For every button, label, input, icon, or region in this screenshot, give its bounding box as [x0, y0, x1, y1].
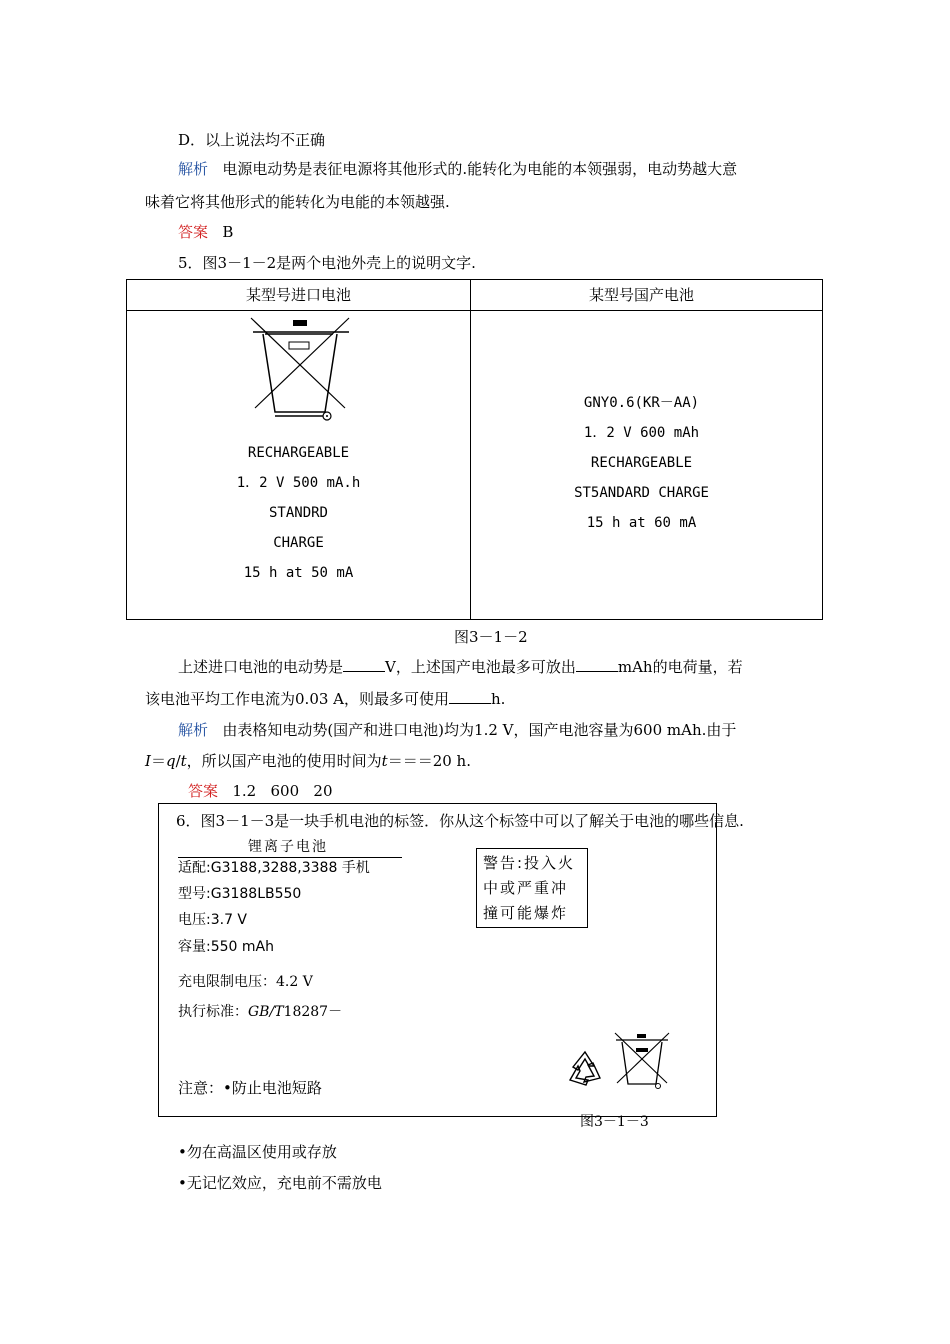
warning-box — [476, 848, 588, 928]
domestic-spec-line: RECHARGEABLE — [590, 455, 693, 471]
label-bullet-memory: •无记忆效应，充电前不需放电 — [178, 1174, 382, 1192]
q4-analysis-line2: 味着它将其他形式的能转化为电能的本领越强. — [145, 193, 450, 211]
q5-analysis-line1 — [178, 719, 736, 740]
answer-label: 答案 — [188, 782, 219, 800]
analysis-label: 解析 — [178, 721, 209, 739]
q5-text: V，上述国产电池最多可放出 — [385, 658, 576, 676]
label-notice: 注意：•防止电池短路 — [178, 1079, 322, 1097]
q4-analysis-line1 — [178, 158, 737, 179]
recycle-icon — [564, 1048, 606, 1090]
domestic-spec-list — [470, 388, 813, 538]
q5-text: 上述进口电池的电动势是 — [178, 658, 344, 676]
q5-question-line1 — [178, 656, 743, 677]
imported-spec-line: STANDRD — [268, 505, 328, 521]
warning-line: 撞可能爆炸 — [483, 904, 569, 922]
imported-spec-line: 1．2 V 500 mA.h — [236, 475, 361, 491]
imported-spec-line: CHARGE — [273, 535, 324, 551]
domestic-spec-line: 15 h at 60 mA — [586, 515, 697, 531]
answer-blank — [343, 657, 385, 672]
imported-spec-line: RECHARGEABLE — [247, 445, 350, 461]
imported-spec-line: 15 h at 50 mA — [243, 565, 354, 581]
q5-answer — [188, 780, 333, 801]
domestic-spec-line: 1．2 V 600 mAh — [583, 425, 700, 441]
math-var: t — [381, 752, 388, 770]
crossed-bin-icon — [245, 312, 357, 424]
math-op: ＝ — [150, 752, 166, 770]
domestic-spec-line: GNY0.6(KR－AA) — [583, 395, 700, 411]
label-capacity: 容量:550 mAh — [178, 939, 274, 955]
q5-text: h. — [491, 690, 506, 708]
q4-answer — [178, 221, 233, 242]
math-var: I — [145, 752, 151, 770]
math-var: t — [180, 752, 187, 770]
q5-question-line2 — [145, 688, 505, 709]
q6-stem: 6．图3－1－3是一块手机电池的标签．你从这个标签中可以了解关于电池的哪些信息. — [176, 812, 744, 830]
label-title: 锂离子电池 — [248, 839, 328, 855]
label-standard — [178, 1001, 342, 1021]
domestic-spec-line: ST5ANDARD CHARGE — [574, 485, 709, 501]
label-fit: 适配:G3188,3288,3388 手机 — [178, 860, 370, 876]
standard-text: 执行标准： — [178, 1004, 248, 1020]
table-header-domestic: 某型号国产电池 — [588, 286, 694, 304]
answer-label: 答案 — [178, 223, 209, 241]
answer-value: B — [222, 223, 234, 241]
q5-analysis-line2 — [145, 750, 471, 771]
q5-text: 该电池平均工作电流为0.03 A，则最多可使用 — [145, 690, 450, 708]
figure-caption-3-1-2: 图3－1－2 — [454, 628, 528, 646]
table-header-imported: 某型号进口电池 — [245, 286, 351, 304]
label-charge-limit: 充电限制电压：4.2 V — [178, 974, 313, 990]
table-header-rule — [127, 310, 822, 311]
warning-line: 中或严重冲 — [483, 879, 569, 897]
analysis-text: 由表格知电动势(国产和进口电池)均为1.2 V，国产电池容量为600 mAh.由于 — [222, 721, 737, 739]
analysis-text: ＝＝＝20 h. — [387, 752, 471, 770]
answer-value: 1.2 600 20 — [232, 782, 333, 800]
standard-code: GB/T — [248, 1004, 284, 1020]
math-var: q — [165, 752, 176, 770]
label-voltage: 电压:3.7 V — [178, 912, 248, 928]
label-bullet-temperature: •勿在高温区使用或存放 — [178, 1143, 337, 1161]
analysis-label: 解析 — [178, 160, 209, 178]
label-model: 型号:G3188LB550 — [178, 886, 302, 902]
analysis-text: ，所以国产电池的使用时间为 — [186, 752, 382, 770]
math-op: / — [175, 752, 181, 770]
option-d: D．以上说法均不正确 — [178, 131, 326, 149]
answer-blank — [576, 657, 618, 672]
answer-blank — [449, 689, 491, 704]
figure-caption-3-1-3: 图3－1－3 — [580, 1114, 649, 1130]
warning-line: 警告:投入火 — [483, 854, 576, 872]
crossed-bin-icon — [612, 1030, 672, 1090]
q5-text: mAh的电荷量，若 — [617, 658, 743, 676]
analysis-text: 电源电动势是表征电源将其他形式的.能转化为电能的本领强弱，电动势越大意 — [222, 160, 738, 178]
battery-table — [126, 279, 823, 620]
standard-number: 18287－ — [283, 1004, 343, 1020]
imported-spec-list — [127, 438, 470, 588]
q5-stem: 5．图3－1－2是两个电池外壳上的说明文字. — [178, 254, 476, 272]
